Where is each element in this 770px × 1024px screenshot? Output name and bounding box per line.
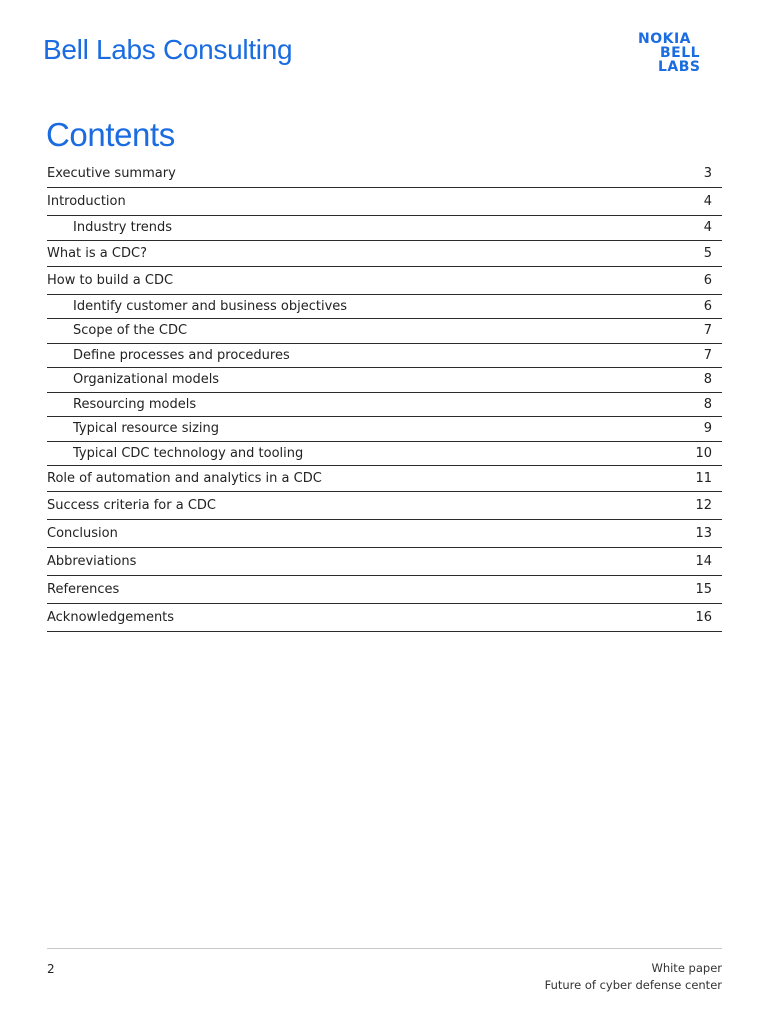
toc-entry-title: Role of automation and analytics in a CDC: [47, 471, 322, 486]
toc-entry-page: 16: [695, 610, 712, 625]
toc-entry-title: Introduction: [47, 194, 126, 209]
toc-entry[interactable]: [47, 604, 722, 632]
toc-entry-title: Industry trends: [73, 220, 173, 236]
toc-subentry[interactable]: [47, 393, 722, 418]
table-of-contents: [47, 160, 722, 632]
toc-entry-page: 3: [703, 166, 712, 181]
toc-entry-title: Typical resource sizing: [73, 421, 220, 437]
toc-entry-title: Acknowledgements: [47, 610, 175, 625]
toc-entry-title: Executive summary: [47, 166, 176, 181]
footer-doc-type: White paper: [651, 961, 722, 975]
page-number: 2: [47, 962, 55, 976]
brand-title: Bell Labs Consulting: [43, 34, 293, 65]
toc-subentry[interactable]: [47, 442, 722, 467]
toc-entry-title: Typical CDC technology and tooling: [73, 445, 304, 461]
toc-entry-page: 11: [695, 471, 712, 486]
toc-entry[interactable]: [47, 188, 722, 216]
toc-entry-page: 12: [695, 498, 712, 513]
logo-line-2: BELL: [660, 45, 701, 61]
toc-entry[interactable]: [47, 492, 722, 520]
toc-entry-title: References: [47, 582, 120, 597]
toc-entry[interactable]: [47, 576, 722, 604]
toc-entry-page: 10: [695, 445, 712, 461]
toc-subentry[interactable]: [47, 417, 722, 442]
toc-subentry[interactable]: [47, 216, 722, 241]
toc-entry-title: Abbreviations: [47, 554, 137, 569]
toc-entry-page: 13: [695, 526, 712, 541]
logo-line-1: NOKIA: [638, 31, 692, 47]
toc-entry-page: 8: [703, 372, 712, 388]
toc-entry-page: 9: [703, 421, 712, 437]
toc-entry-page: 7: [703, 347, 712, 363]
toc-entry-title: Identify customer and business objectives: [73, 298, 348, 314]
toc-entry[interactable]: [47, 548, 722, 576]
toc-entry-page: 6: [703, 272, 712, 288]
toc-entry-page: 7: [703, 323, 712, 339]
toc-entry[interactable]: [47, 267, 722, 295]
footer-document-info: [545, 960, 722, 994]
footer-divider: [47, 948, 722, 949]
toc-subentry[interactable]: [47, 295, 722, 320]
toc-entry-page: 4: [703, 220, 712, 236]
toc-entry[interactable]: [47, 520, 722, 548]
toc-entry-page: 6: [703, 298, 712, 314]
toc-entry[interactable]: [47, 241, 722, 267]
toc-entry-title: Conclusion: [47, 526, 118, 541]
footer-doc-title: Future of cyber defense center: [544, 978, 722, 992]
toc-subentry[interactable]: [47, 368, 722, 393]
toc-entry-page: 5: [703, 245, 712, 261]
toc-subentry[interactable]: [47, 319, 722, 344]
toc-entry-page: 14: [695, 554, 712, 569]
toc-entry-title: How to build a CDC: [47, 272, 174, 288]
toc-entry-page: 8: [703, 396, 712, 412]
toc-entry[interactable]: [47, 466, 722, 492]
toc-entry-title: Resourcing models: [73, 396, 197, 412]
toc-entry-title: What is a CDC?: [47, 245, 147, 261]
toc-entry-page: 4: [703, 194, 712, 209]
contents-heading: Contents: [46, 116, 175, 153]
toc-entry-title: Define processes and procedures: [73, 347, 290, 363]
toc-entry-title: Organizational models: [73, 372, 220, 388]
toc-subentry[interactable]: [47, 344, 722, 369]
toc-entry-title: Scope of the CDC: [73, 323, 188, 339]
toc-entry[interactable]: [47, 160, 722, 188]
logo-line-3: LABS: [658, 59, 701, 75]
nokia-bell-labs-logo: [638, 32, 724, 76]
toc-entry-title: Success criteria for a CDC: [47, 498, 216, 513]
toc-entry-page: 15: [695, 582, 712, 597]
